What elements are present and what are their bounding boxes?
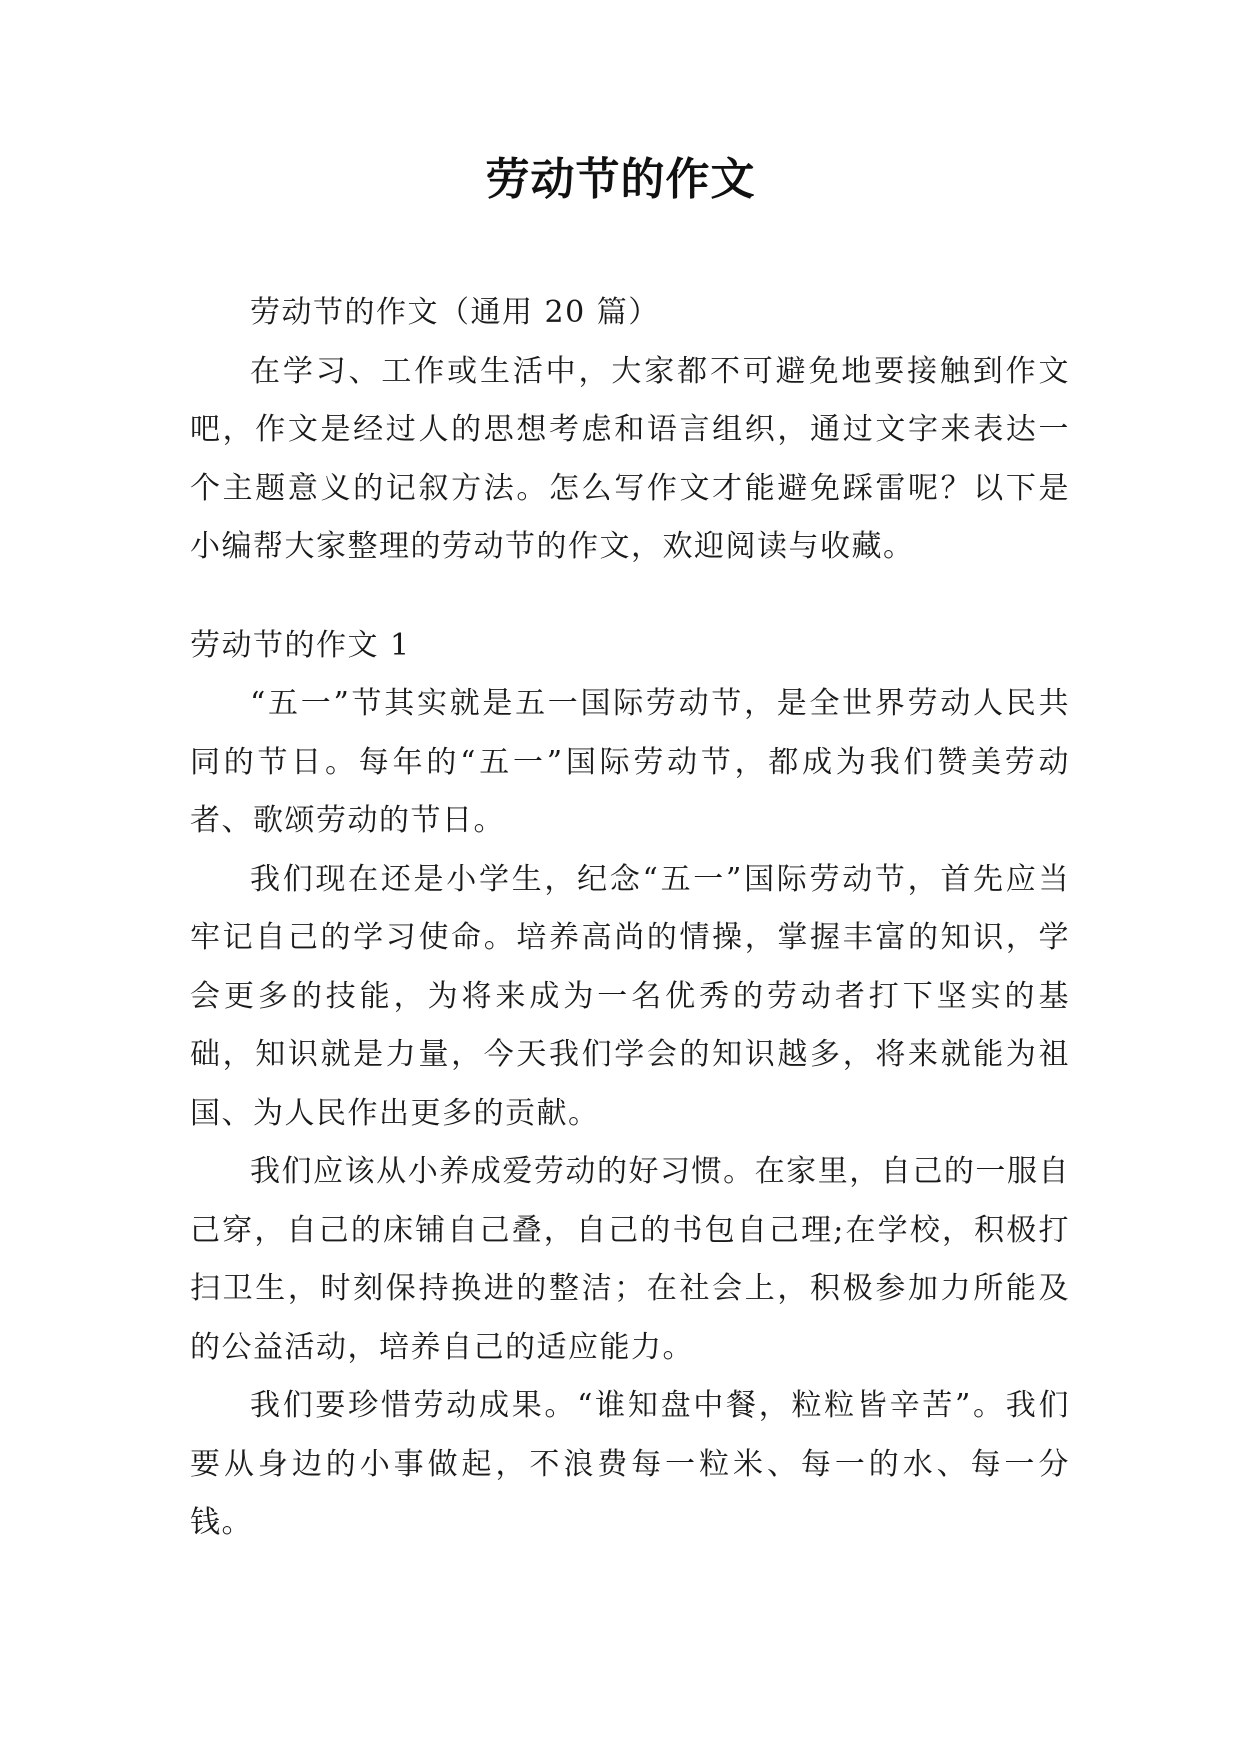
paragraph: 我们现在还是小学生，纪念“五一”国际劳动节，首先应当牢记自己的学习使命。培养高尚的情操，掌握丰富的知识，学会更多的技能，为将来成为一名优秀的劳动者打下坚实的基础，知识就是力量，今天我们学会的知识越多，将来就能为祖国、为人民作出更多的贡献。 (190, 861, 1070, 1131)
paragraph: “五一”节其实就是五一国际劳动节，是全世界劳动人民共同的节日。每年的“五一”国际劳动节，都成为我们赞美劳动者、歌颂劳动的节日。 (190, 686, 1070, 838)
document-title: 劳动节的作文 (485, 154, 756, 205)
section-gap (190, 577, 1070, 617)
paragraph: 我们要珍惜劳动成果。“谁知盘中餐，粒粒皆辛苦”。我们要从身边的小事做起，不浪费每一粒米、每一的水、每一分钱。 (190, 1388, 1070, 1540)
intro-paragraph: 在学习、工作或生活中，大家都不可避免地要接触到作文吧，作文是经过人的思想考虑和语言组织，通过文字来表达一个主题意义的记叙方法。怎么写作文才能避免踩雷呢？以下是小编帮大家整理的劳动节的作文，欢迎阅读与收藏。 (190, 353, 1070, 564)
paragraph: 我们应该从小养成爱劳动的好习惯。在家里，自己的一服自己穿，自己的床铺自己叠，自己的书包自己理;在学校，积极打扫卫生，时刻保持换进的整洁；在社会上，积极参加力所能及的公益活动，培养自己的适应能力。 (190, 1154, 1070, 1365)
document-body (190, 284, 1070, 1553)
section-heading: 劳动节的作文 1 (190, 627, 411, 663)
document-subtitle: 劳动节的作文（通用 20 篇） (250, 295, 660, 330)
